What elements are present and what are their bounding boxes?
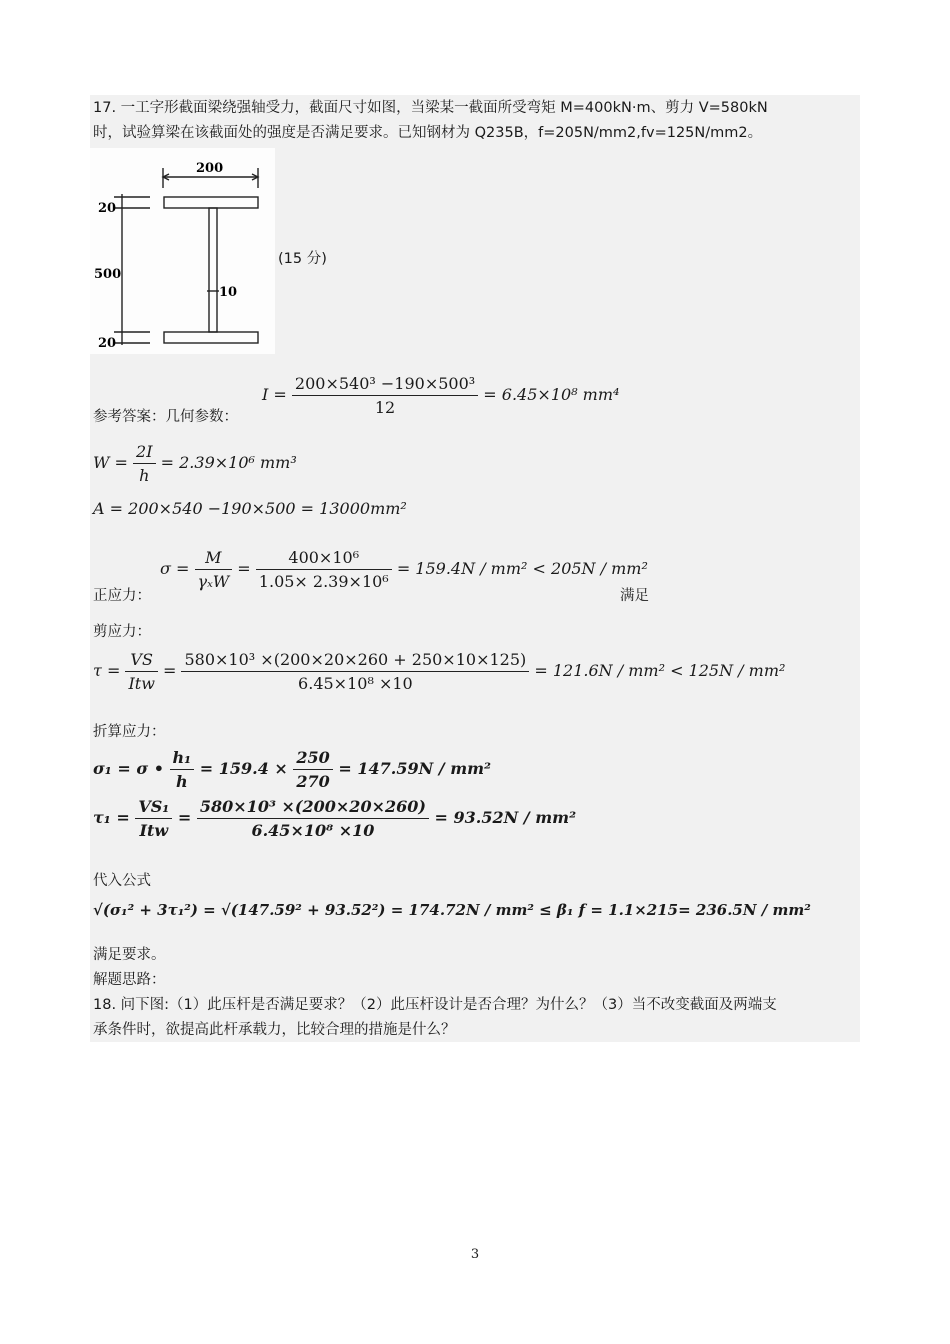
dim-web-height: 500 [94,267,122,282]
dim-web-thickness: 10 [219,285,238,300]
normal-stress-label: 正应力： [93,588,151,604]
q18-line1: 18. 问下图:（1）此压杆是否满足要求？（2）此压杆设计是否合理？为什么？（3）当不改变截面及两端支 [93,997,777,1013]
q17-line1: 17. 一工字形截面梁绕强轴受力，截面尺寸如图，当梁某一截面所受弯矩 M=400kN·m、剪力 V=580kN [93,100,768,116]
eq-shear-stress: τ = $\frac{VS}{\text{Itw}}$ = $\frac{\text{580×10³ ×(200×20×260 + 250×10×125)}}{\text{6.45×10⁸ ×10}}$ = 121.6N / mm² < 125N / mm² [93,650,786,693]
dim-flange-top: 20 [98,201,117,216]
eq-tau1: τ₁ = $\frac{\text{VS₁}}{\text{Itw}}$ = $\frac{\text{580×10³ ×(200×20×260)}}{\text{6.45×10⁸ ×10}}$ = 93.52N / mm² [93,797,577,840]
eq-normal-stress: σ = $\frac{M}{\text{γₓW}}$ = $\frac{\text{400×10⁶}}{\text{1.05× 2.39×10⁶}}$ = 159.4N / mm² < 205N / mm² [160,548,648,591]
eq-section-modulus: W = $\frac{2I}{h}$ = 2.39×10⁶ mm³ [93,442,297,485]
reduced-stress-label: 折算应力： [93,724,166,740]
eq-sigma1: σ₁ = σ • $\frac{\text{h₁}}{h}$ = 159.4 × $\frac{250}{270}$ = 147.59N / mm² [93,748,492,791]
dim-width: 200 [196,161,224,176]
normal-stress-satisfy: 满足 [620,588,649,604]
shear-stress-label: 剪应力： [93,624,151,640]
substitute-label: 代入公式 [93,873,151,889]
conclusion: 满足要求。 [93,947,166,963]
q18-line2: 承条件时，欲提高此杆承载力，比较合理的措施是什么？ [93,1022,456,1038]
dim-flange-bottom: 20 [98,336,117,351]
q17-score: (15 分) [278,251,327,267]
geom-label: 参考答案：几何参数： [93,409,238,425]
q17-line2: 时，试验算梁在该截面处的强度是否满足要求。已知钢材为 Q235B，f=205N/mm2,fv=125N/mm2。 [93,125,763,141]
eq-inertia: I = $\frac{\text{200×540³ −190×500³}}{12}$ = 6.45×10⁸ mm⁴ [262,374,620,417]
i-beam-figure [90,148,275,354]
solution-idea-label: 解题思路： [93,972,166,988]
eq-combined-check: √(σ₁² + 3τ₁²) = √(147.59² + 93.52²) = 174.72N / mm² ≤ β₁ f = 1.1×215= 236.5N / mm² [93,901,811,919]
eq-area: A = 200×540 −190×500 = 13000mm² [93,499,407,518]
page-number: 3 [470,1247,480,1262]
i-beam-drawing [90,148,275,354]
